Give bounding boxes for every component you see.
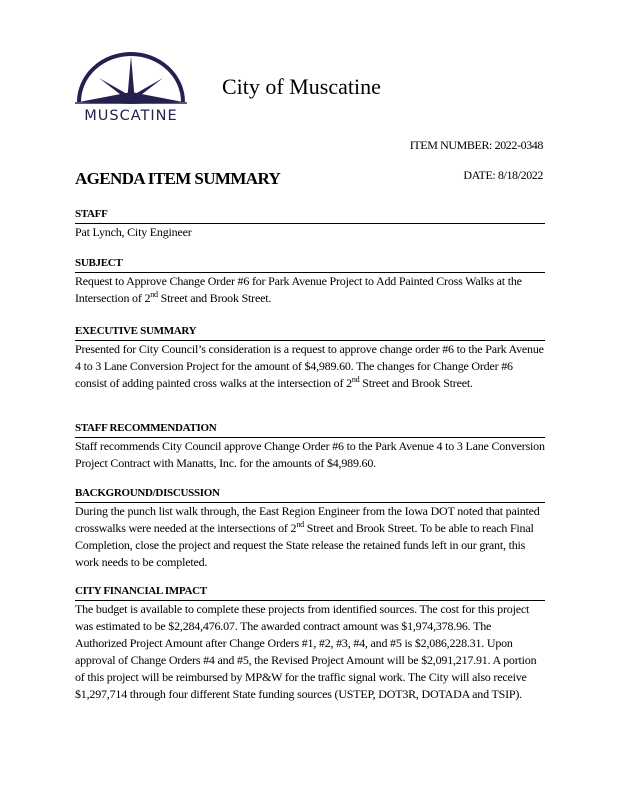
section-staff <box>75 208 545 241</box>
svg-text:MUSCATINE: MUSCATINE <box>84 108 178 122</box>
text: Street and Brook Street. To be able to reach Final Completion, close the project and request the State release the retained funds left in our grant, this work needs to be completed. <box>75 521 534 569</box>
section-body <box>75 503 545 571</box>
date <box>463 168 543 183</box>
section-body: Pat Lynch, City Engineer <box>75 225 192 239</box>
text: During the punch list walk through, the East Region Engineer from the Iowa DOT noted that painted crosswalks were needed at the intersections of 2 <box>75 504 540 535</box>
section-heading: CITY FINANCIAL IMPACT <box>75 585 545 601</box>
superscript: nd <box>150 290 158 299</box>
section-body <box>75 341 545 392</box>
item-number-value: 2022-0348 <box>494 138 543 152</box>
text: Presented for City Council’s consideration is a request to approve change order #6 to the Park Avenue 4 to 3 Lane Conversion Project for the amount of $4,989.60. The changes for Change Order #6 consist of adding painted cross walks at the intersection of 2 <box>75 342 544 390</box>
text: Request to Approve Change Order #6 for Park Avenue Project to Add Painted Cross Walks at the Intersection of 2 <box>75 274 522 305</box>
section-subject <box>75 257 545 307</box>
section-staff-recommendation <box>75 422 545 472</box>
section-financial-impact <box>75 585 545 703</box>
city-name: City of Muscatine <box>222 74 381 99</box>
section-heading: STAFF RECOMMENDATION <box>75 422 545 438</box>
page-title: AGENDA ITEM SUMMARY <box>75 169 281 188</box>
superscript: nd <box>296 520 304 529</box>
section-heading: BACKGROUND/DISCUSSION <box>75 487 545 503</box>
item-number-label: ITEM NUMBER: <box>409 138 492 152</box>
section-heading: STAFF <box>75 208 545 224</box>
section-heading: SUBJECT <box>75 257 545 273</box>
section-background <box>75 487 545 571</box>
item-number <box>410 138 543 153</box>
date-label: DATE: <box>463 168 496 182</box>
text: Street and Brook Street. <box>157 291 272 305</box>
superscript: nd <box>351 375 360 384</box>
section-heading: EXECUTIVE SUMMARY <box>75 325 545 341</box>
date-value: 8/18/2022 <box>497 168 543 182</box>
section-body: Staff recommends City Council approve Change Order #6 to the Park Avenue 4 to 3 Lane Conversion Project Contract with Manatts, Inc. for the amounts of $4,989.60. <box>75 439 545 470</box>
text: Street and Brook Street. <box>359 376 473 390</box>
section-executive-summary <box>75 325 545 392</box>
section-body: The budget is available to complete these projects from identified sources. The cost for this project was estimated to be $2,284,476.07. The awarded contract amount was $1,974,378.96. The Authorized Project Amount after Change Orders #1, #2, #3, #4, and #5 is $2,086,228.31. Upon approval of Change Orders #4 and #5, the Revised Project Amount will be $2,091,217.91. A portion of this project will be reimbursed by MP&W for the traffic signal work. The City will also receive $1,297,714 through four different State funding sources (USTEP, DOT3R, DOTADA and TSIP). <box>75 602 537 701</box>
city-logo <box>75 50 187 122</box>
section-body <box>75 273 545 307</box>
